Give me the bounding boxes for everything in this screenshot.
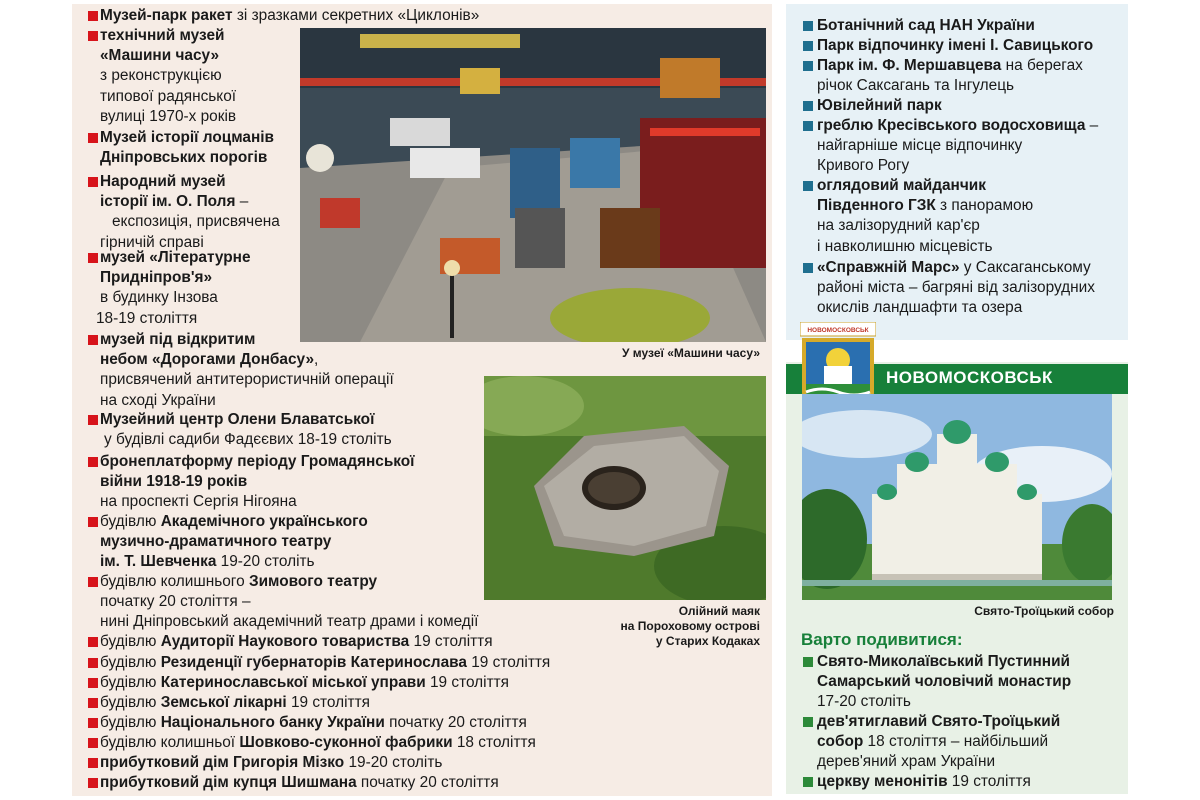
city-title: НОВОМОСКОВСЬК: [886, 368, 1053, 387]
novo-item-line: дерев'яний храм України: [817, 753, 996, 771]
left-bullet-icon: [88, 31, 98, 41]
left-item-line: «Машини часу»: [100, 47, 220, 65]
left-item-line: на проспекті Сергія Нігояна: [100, 493, 297, 511]
left-item-line: війни 1918-19 років: [100, 473, 248, 491]
right-bullet-icon: [803, 263, 813, 273]
left-bullet-icon: [88, 658, 98, 668]
left-item-line: в будинку Інзова: [100, 289, 218, 307]
right-item-line: річок Саксагань та Інгулець: [817, 77, 1015, 95]
left-item-line: Музейний центр Олени Блаватської: [100, 411, 375, 428]
left-item-line: музично-драматичного театру: [100, 533, 332, 551]
left-item-line: музей «Літературне: [100, 249, 251, 266]
beacon-caption-line: Олійний маяк: [678, 604, 760, 618]
worth-seeing-title: Варто подивитися:: [801, 630, 963, 649]
left-bullet-icon: [88, 577, 98, 587]
museum-photo: [300, 28, 766, 342]
left-bullet-icon: [88, 738, 98, 748]
right-item-line: греблю Кресівського водосховища –: [817, 117, 1099, 134]
right-bullet-icon: [803, 101, 813, 111]
left-item-line: будівлю Катеринославської міської управи 19 століття: [100, 674, 510, 691]
left-item-line: вулиці 1970-х років: [100, 107, 237, 125]
left-item-line: типової радянської: [100, 87, 237, 105]
left-item-line: ім. Т. Шевченка 19-20 століть: [100, 553, 315, 571]
left-bullet-icon: [88, 335, 98, 345]
left-bullet-icon: [88, 457, 98, 467]
left-bullet-icon: [88, 698, 98, 708]
novo-item-line: Самарський чоловічий монастир: [817, 673, 1072, 691]
novo-item-line: собор 18 століття – найбільший: [817, 733, 1049, 751]
right-item-line: «Справжній Марс» у Саксаганському: [817, 259, 1091, 276]
cathedral-photo: [802, 394, 1112, 600]
left-item-line: початку 20 століття –: [100, 593, 251, 611]
left-item-line: з реконструкцією: [100, 67, 222, 85]
beacon-caption-line: у Старих Кодаках: [655, 634, 760, 648]
left-item-line: 18-19 століття: [96, 309, 198, 327]
right-item-line: районі міста – багряні від залізорудних: [817, 279, 1095, 297]
novo-item-line: Свято-Миколаївський Пустинний: [817, 653, 1070, 670]
novo-bullet-icon: [803, 777, 813, 787]
left-bullet-icon: [88, 758, 98, 768]
museum-caption: У музеї «Машини часу»: [621, 346, 760, 360]
left-item-line: небом «Дорогами Донбасу»,: [100, 351, 319, 369]
arms-label: НОВОМОСКОВСЬК: [807, 327, 869, 334]
beacon-caption: [566, 604, 760, 649]
left-item-line: будівлю Академічного українського: [100, 513, 368, 530]
left-item-line: нині Дніпровський академічний театр драми і комедії: [100, 613, 479, 631]
beacon-photo: [484, 376, 766, 600]
left-item-line: на сході України: [100, 391, 216, 409]
right-item-line: найгарніше місце відпочинку: [817, 137, 1023, 155]
right-bullet-icon: [803, 61, 813, 71]
cathedral-caption: Свято-Троїцький собор: [974, 604, 1114, 618]
right-item-line: і навколишню місцевість: [817, 237, 993, 255]
left-bullet-icon: [88, 718, 98, 728]
left-item-line: гірничій справі: [100, 233, 204, 251]
left-item-line: присвячений антитерористичній операції: [100, 371, 394, 389]
left-bullet-icon: [88, 778, 98, 788]
right-item-line: Ботанічний сад НАН України: [817, 17, 1035, 34]
left-item-line: Музей-парк ракет зі зразками секретних «Циклонів»: [100, 7, 480, 24]
left-bullet-icon: [88, 637, 98, 647]
left-item-line: Дніпровських порогів: [100, 149, 268, 167]
right-item-line: Парк відпочинку імені І. Савицького: [817, 37, 1094, 54]
left-bullet-icon: [88, 415, 98, 425]
left-item-line: будівлю Національного банку України початку 20 століття: [100, 714, 527, 731]
left-item-line: будівлю колишнього Зимового театру: [100, 573, 378, 590]
right-item-line: оглядовий майданчик: [817, 177, 986, 194]
right-item-line: на залізорудний кар'єр: [817, 217, 980, 235]
left-item-line: музей під відкритим: [100, 331, 256, 348]
left-item-line: прибутковий дім купця Шишмана початку 20 століття: [100, 774, 499, 791]
left-bullet-icon: [88, 11, 98, 21]
left-item-line: прибутковий дім Григорія Мізко 19-20 століть: [100, 754, 443, 771]
left-item-line: експозиція, присвячена: [112, 213, 280, 231]
left-item-line: у будівлі садиби Фадєєвих 18-19 століть: [104, 431, 392, 449]
right-item-line: Ювілейний парк: [817, 97, 942, 114]
novo-item-line: 17-20 століть: [817, 693, 911, 711]
right-bullet-icon: [803, 21, 813, 31]
left-bullet-icon: [88, 678, 98, 688]
left-item-line: будівлю Аудиторії Наукового товариства 19 століття: [100, 633, 493, 650]
left-item-line: Музей історії лоцманів: [100, 129, 274, 146]
left-item-line: будівлю колишньої Шовково-суконної фабрики 18 століття: [100, 734, 536, 751]
left-bullet-icon: [88, 133, 98, 143]
left-bullet-icon: [88, 253, 98, 263]
novo-bullet-icon: [803, 657, 813, 667]
right-item-line: окислів ландшафти та озера: [817, 299, 1023, 317]
novo-bullet-icon: [803, 717, 813, 727]
right-bullet-icon: [803, 121, 813, 131]
right-bullet-icon: [803, 41, 813, 51]
left-item-line: Народний музей: [100, 173, 226, 190]
novo-item-line: церкву менонітів 19 століття: [817, 773, 1031, 790]
novo-item-line: дев'ятиглавий Свято-Троїцький: [817, 713, 1061, 730]
left-item-line: будівлю Земської лікарні 19 століття: [100, 694, 370, 711]
left-item-line: Придніпров'я»: [100, 269, 213, 287]
left-bullet-icon: [88, 517, 98, 527]
right-item-line: Кривого Рогу: [817, 157, 910, 175]
right-item-line: Парк ім. Ф. Мершавцева на берегах: [817, 57, 1083, 74]
left-item-line: історії ім. О. Поля –: [100, 193, 249, 211]
right-item-line: Південного ГЗК з панорамою: [817, 197, 1034, 215]
left-item-line: технічний музей: [100, 27, 225, 44]
left-item-line: будівлю Резиденції губернаторів Катеринослава 19 століття: [100, 654, 551, 671]
left-bullet-icon: [88, 177, 98, 187]
left-item-line: бронеплатформу періоду Громадянської: [100, 453, 415, 470]
beacon-caption-line: на Пороховому острові: [620, 619, 760, 633]
right-bullet-icon: [803, 181, 813, 191]
